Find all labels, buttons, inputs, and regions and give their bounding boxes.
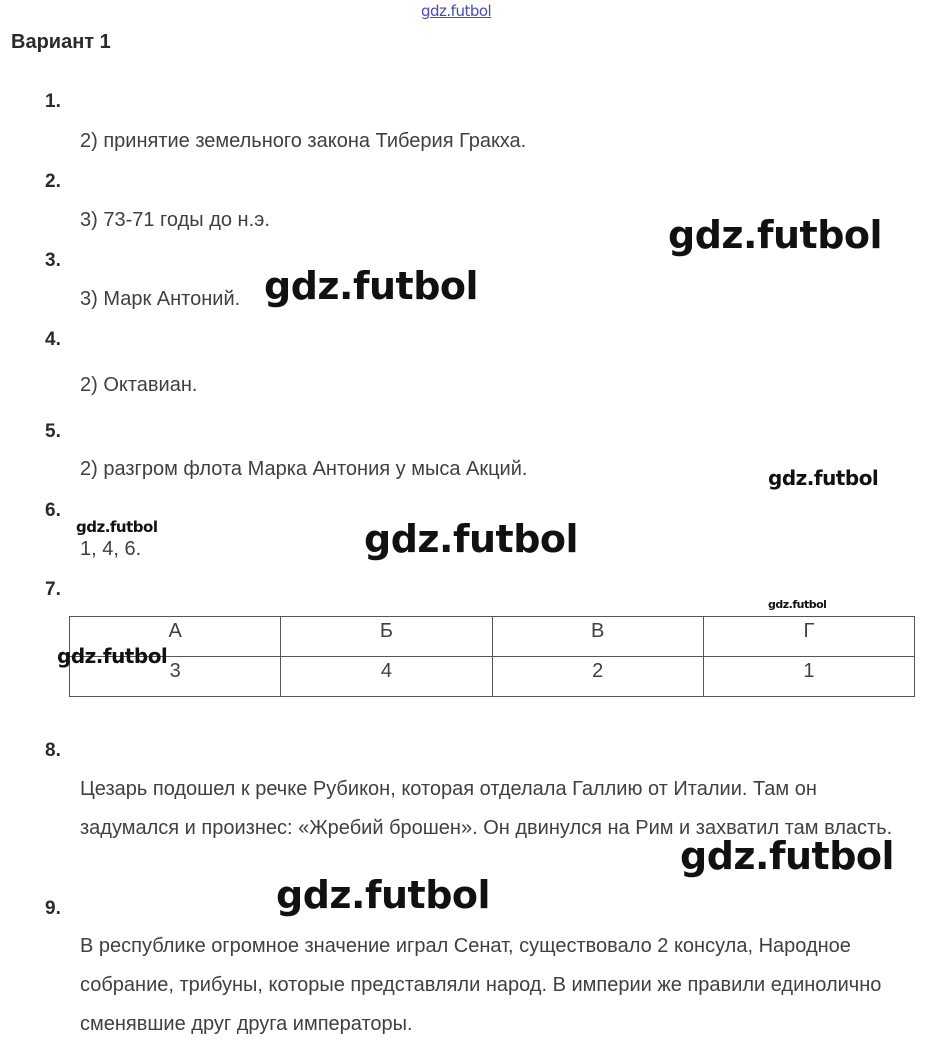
table-header-cell: В	[492, 617, 703, 657]
watermark: gdz.futbol	[768, 598, 827, 611]
question-number-7: 7.	[45, 579, 61, 600]
table-row	[70, 657, 915, 697]
watermark: gdz.futbol	[364, 517, 579, 561]
answer-4: 2) Октавиан.	[80, 374, 198, 396]
question-number-3: 3.	[45, 250, 61, 271]
watermark: gdz.futbol	[276, 873, 491, 917]
question-number-8: 8.	[45, 740, 61, 761]
watermark: gdz.futbol	[264, 264, 479, 308]
table-header-cell: Г	[703, 617, 914, 657]
answer-5: 2) разгром флота Марка Антония у мыса Акций.	[80, 458, 528, 480]
watermark: gdz.futbol	[76, 518, 158, 536]
watermark-top-link[interactable]: gdz.futbol	[421, 2, 492, 20]
page-title: Вариант 1	[11, 31, 111, 53]
matching-table	[69, 616, 915, 697]
table-cell: 3	[70, 657, 281, 697]
answer-6: 1, 4, 6.	[80, 538, 142, 560]
table-cell: 2	[492, 657, 703, 697]
answer-3: 3) Марк Антоний.	[80, 288, 241, 310]
table-cell: 1	[703, 657, 914, 697]
question-number-4: 4.	[45, 329, 61, 350]
question-number-1: 1.	[45, 91, 61, 112]
answer-9: В республике огромное значение играл Сенат, существовало 2 консула, Народное собрание, трибуны, которые представляли народ. В империи же правили единолично сменявшие друг друга императоры.	[80, 935, 882, 1035]
answer-2: 3) 73-71 годы до н.э.	[80, 209, 270, 231]
question-number-5: 5.	[45, 421, 61, 442]
watermark: gdz.futbol	[680, 834, 895, 878]
table-header-cell: А	[70, 617, 281, 657]
watermark: gdz.futbol	[668, 213, 883, 257]
question-number-2: 2.	[45, 171, 61, 192]
watermark: gdz.futbol	[768, 466, 879, 490]
table-row	[70, 617, 915, 657]
question-number-9: 9.	[45, 898, 61, 919]
question-number-6: 6.	[45, 500, 61, 521]
table-header-cell: Б	[281, 617, 492, 657]
table-cell: 4	[281, 657, 492, 697]
watermark: gdz.futbol	[57, 644, 168, 668]
answer-1: 2) принятие земельного закона Тиберия Гракха.	[80, 130, 527, 152]
answer-8: Цезарь подошел к речке Рубикон, которая отделала Галлию от Италии. Там он задумался и произнес: «Жребий брошен». Он двинулся на Рим и захватил там власть.	[80, 778, 893, 839]
